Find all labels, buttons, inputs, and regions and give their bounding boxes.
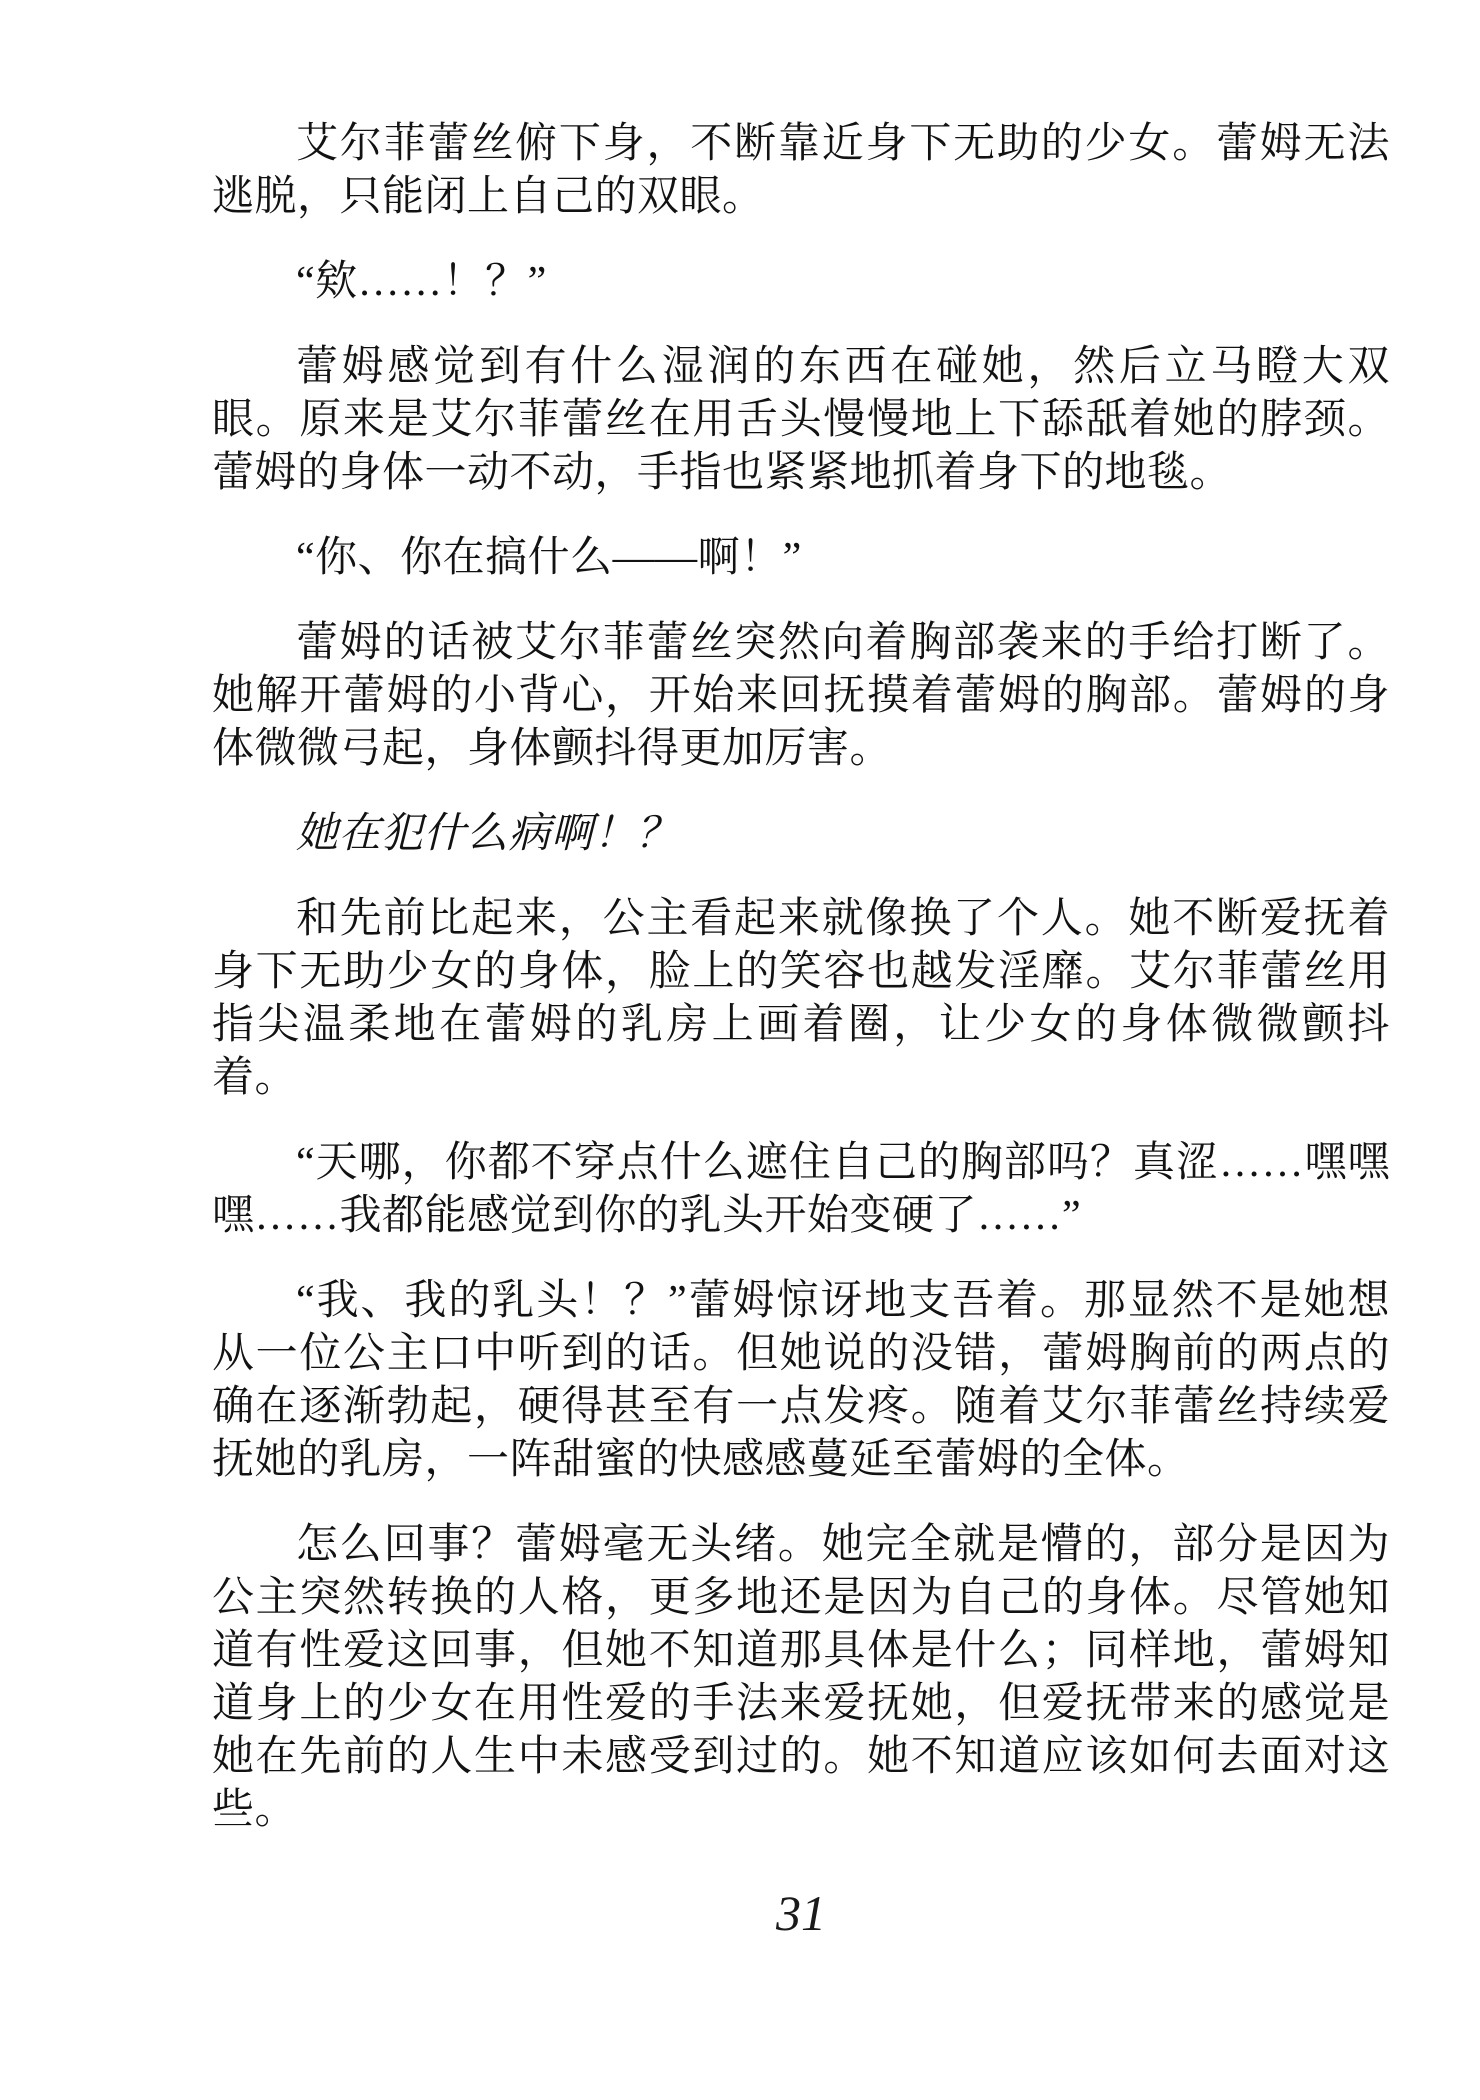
paragraph-10: 怎么回事？蕾姆毫无头绪。她完全就是懵的，部分是因为公主突然转换的人格，更多地还是因为自己的身体。尽管她知道有性爱这回事，但她不知道那具体是什么；同样地，蕾姆知道身上的少女在用性爱的手法来爱抚她，但爱抚带来的感觉是她在先前的人生中未感受到过的。她不知道应该如何去面对这些。 <box>212 1522 1390 1833</box>
paragraph-8-dialogue: “天哪，你都不穿点什么遮住自己的胸部吗？真涩……嘿嘿嘿……我都能感觉到你的乳头开始变硬了……” <box>212 1140 1390 1239</box>
page-number: 31 <box>776 1885 826 1941</box>
text-block <box>212 118 1390 1869</box>
paragraph-7: 和先前比起来，公主看起来就像换了个人。她不断爱抚着身下无助少女的身体，脸上的笑容也越发淫靡。艾尔菲蕾丝用指尖温柔地在蕾姆的乳房上画着圈，让少女的身体微微颤抖着。 <box>212 896 1390 1101</box>
paragraph-1: 艾尔菲蕾丝俯下身，不断靠近身下无助的少女。蕾姆无法逃脱，只能闭上自己的双眼。 <box>212 121 1390 220</box>
paragraph-9: “我、我的乳头！？”蕾姆惊讶地支吾着。那显然不是她想从一位公主口中听到的话。但她说的没错，蕾姆胸前的两点的确在逐渐勃起，硬得甚至有一点发疼。随着艾尔菲蕾丝持续爱抚她的乳房，一阵甜蜜的快感感蔓延至蕾姆的全体。 <box>212 1278 1390 1483</box>
paragraph-2-dialogue: “欸……！？” <box>296 259 547 305</box>
paragraph-3: 蕾姆感觉到有什么湿润的东西在碰她，然后立马瞪大双眼。原来是艾尔菲蕾丝在用舌头慢慢地上下舔舐着她的脖颈。蕾姆的身体一动不动，手指也紧紧地抓着身下的地毯。 <box>212 344 1390 496</box>
paragraph-5: 蕾姆的话被艾尔菲蕾丝突然向着胸部袭来的手给打断了。她解开蕾姆的小背心，开始来回抚摸着蕾姆的胸部。蕾姆的身体微微弓起，身体颤抖得更加厉害。 <box>212 620 1390 772</box>
paragraph-6-inner-monologue: 她在犯什么病啊！？ <box>296 811 679 857</box>
paragraph-4-dialogue: “你、你在搞什么——啊！” <box>296 535 802 581</box>
